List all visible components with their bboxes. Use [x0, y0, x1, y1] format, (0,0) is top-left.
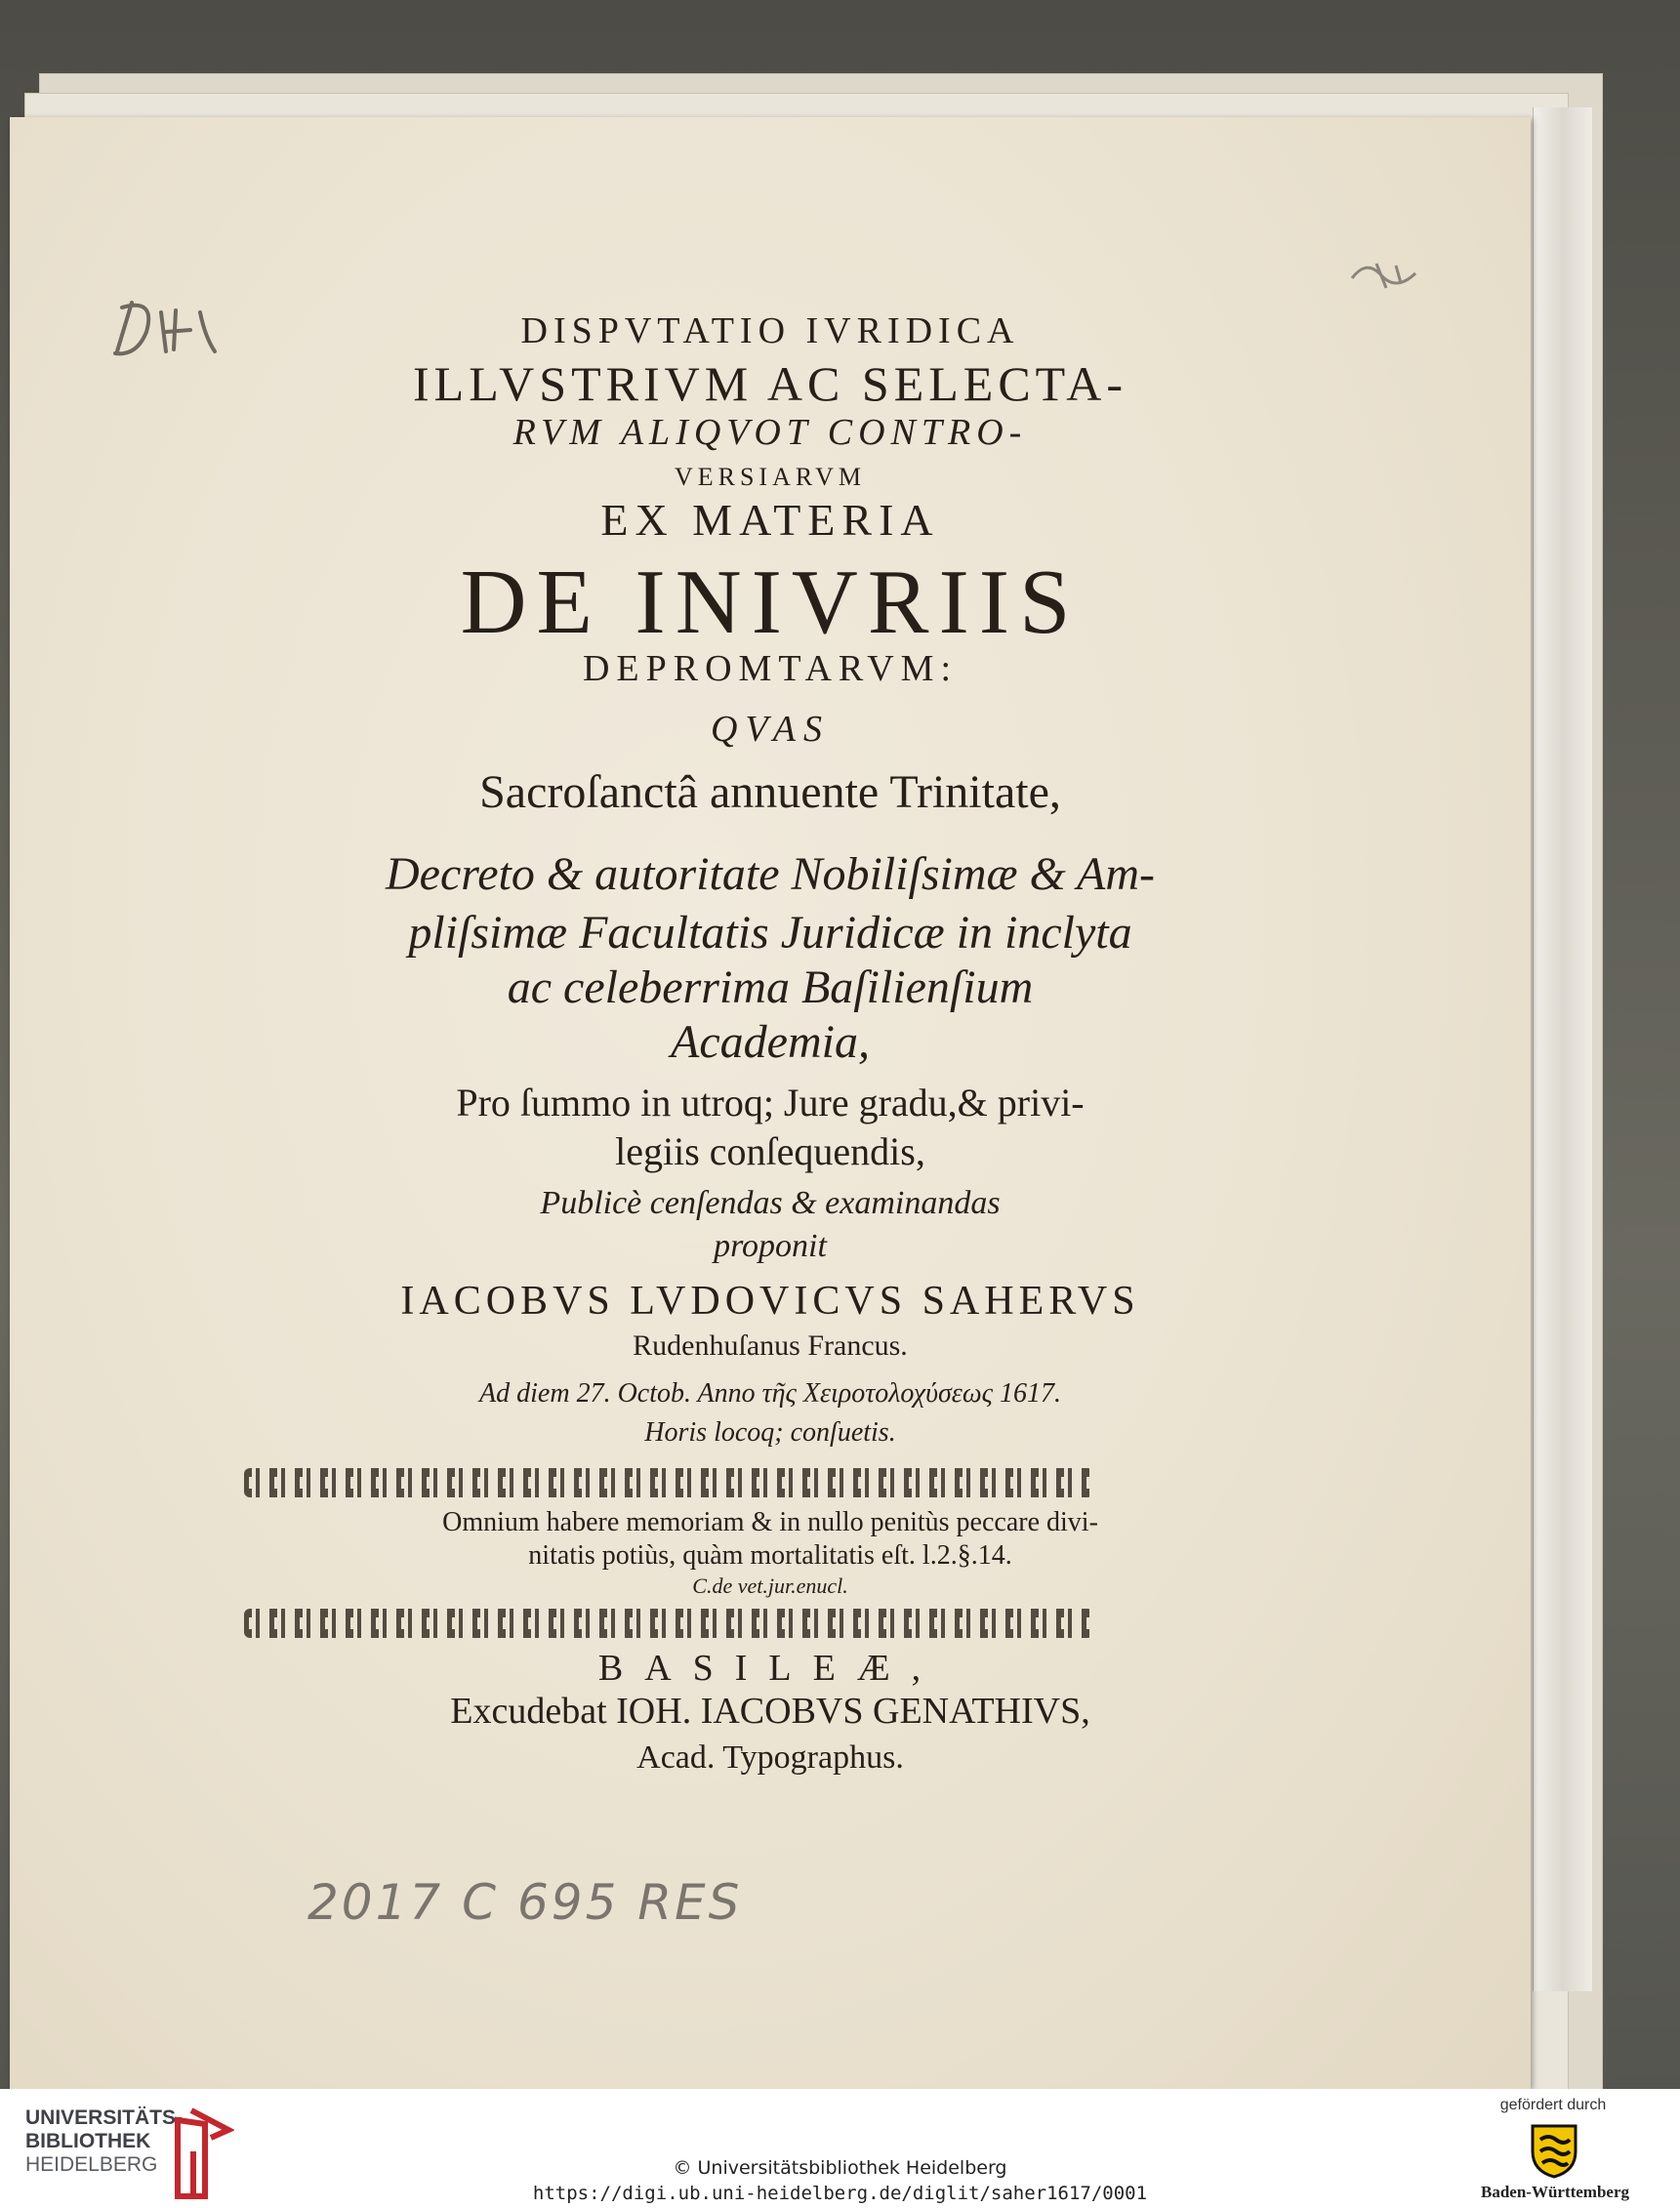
quote-line: nitatis potiùs, quàm mortalitatis eſt. l.2.§.14. — [528, 1540, 1012, 1571]
title-line: Publicè cenſendas & examinandas — [540, 1185, 1001, 1221]
title-page — [10, 117, 1531, 2089]
copyright-text: © Universitätsbibliothek Heidelberg — [673, 2157, 1007, 2179]
title-line: pliſsimæ Facultatis Juridicæ in inclyta — [408, 907, 1132, 959]
permalink[interactable]: https://digi.ub.uni-heidelberg.de/diglit/saher1617/0001 — [532, 2183, 1148, 2204]
main-title: DE INIVRIIS — [460, 552, 1081, 653]
author-name: IACOBVS LVDOVICVS SAHERVS — [400, 1279, 1140, 1324]
author-origin: Rudenhuſanus Francus. — [633, 1329, 908, 1362]
title-line: VERSIARVM — [674, 463, 867, 491]
title-line: Academia, — [671, 1016, 870, 1068]
title-line: proponit — [714, 1228, 827, 1264]
funder-name: Baden-Württemberg — [1480, 2183, 1630, 2201]
shelfmark: 2017 C 695 RES — [307, 1874, 743, 1931]
title-line: ac celeberrima Baſilienſium — [507, 961, 1034, 1013]
title-line: legiis conſequendis, — [615, 1129, 925, 1173]
handwritten-corner-mark-icon — [1347, 254, 1425, 293]
date-line: Horis locoq; conſuetis. — [644, 1417, 896, 1448]
quote-line: C.de vet.jur.enucl. — [692, 1574, 848, 1598]
imprint-place: BASILEÆ, — [597, 1648, 943, 1689]
sheet-edge — [1533, 107, 1592, 1991]
logo-line: HEIDELBERG — [25, 2153, 158, 2176]
funded-by-label: gefördert durch — [1499, 2097, 1607, 2113]
title-line: Pro ſummo in utroq; Jure gradu,& privi- — [456, 1081, 1085, 1124]
title-line: QVAS — [710, 709, 831, 750]
baden-wuerttemberg-emblem-icon[interactable] — [1529, 2122, 1579, 2179]
title-line: DISPVTATIO IVRIDICA — [520, 310, 1020, 351]
title-line: RVM ALIQVOT CONTRO- — [512, 412, 1028, 453]
title-line: DEPROMTARVM: — [582, 648, 959, 689]
date-line: Ad diem 27. Octob. Anno τῆς Χειροτολοχύσεως 1617. — [479, 1378, 1061, 1409]
imprint-role: Acad. Typographus. — [636, 1739, 904, 1776]
title-line: ILLVSTRIVM AC SELECTA- — [413, 356, 1127, 411]
title-line: Sacroſanctâ annuente Trinitate, — [479, 766, 1061, 818]
title-line: EX MATERIA — [600, 495, 940, 545]
logo-line: BIBLIOTHEK — [25, 2130, 151, 2152]
quote-line: Omnium habere memoriam & in nullo penitùs peccare divi- — [442, 1507, 1098, 1537]
imprint-printer: Excudebat IOH. IACOBVS GENATHIVS, — [450, 1691, 1090, 1732]
title-line: Decreto & autoritate Nobiliſsimæ & Am- — [386, 848, 1155, 900]
logo-line: UNIVERSITÄTS- — [25, 2106, 184, 2129]
ornament-row — [244, 1468, 1093, 1497]
ornament-row — [244, 1609, 1093, 1638]
viewer-footer — [0, 2089, 1680, 2208]
